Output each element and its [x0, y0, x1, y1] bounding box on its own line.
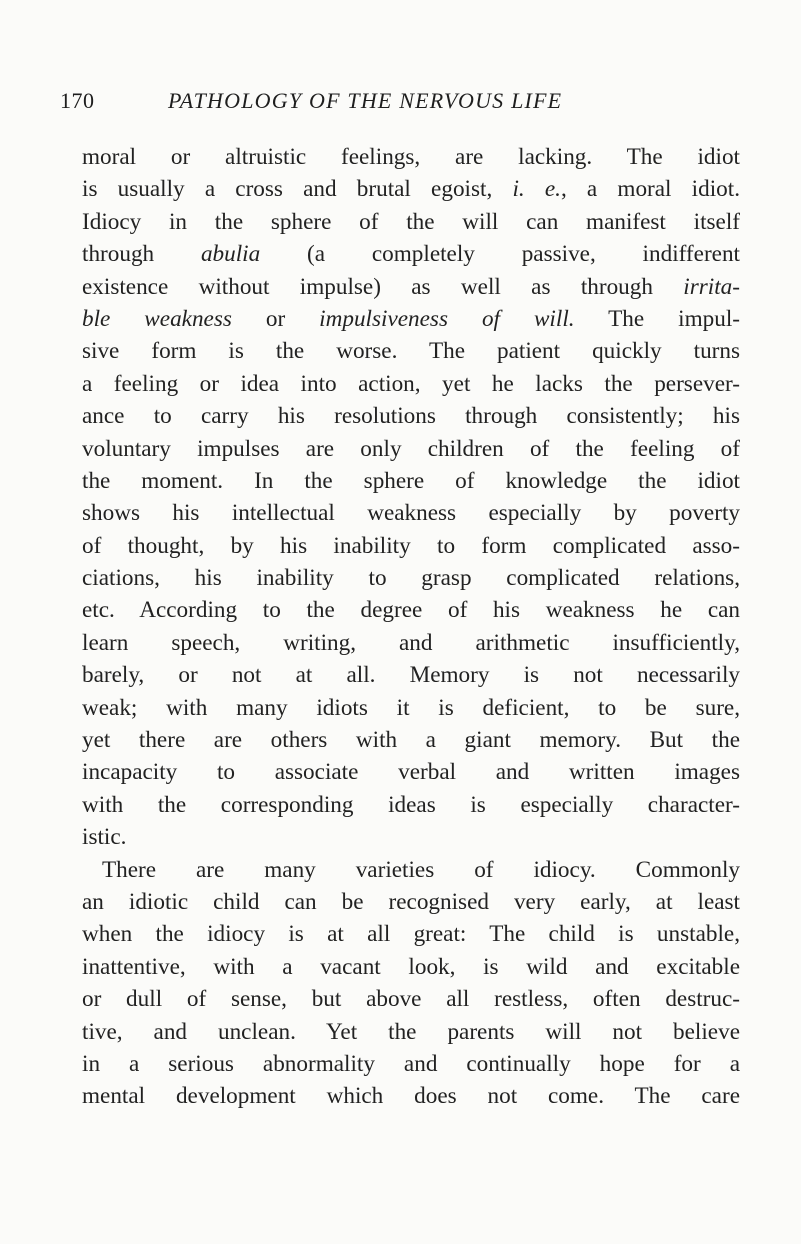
text-line — [82, 400, 740, 432]
text-segment: etc. According to the degree of his weakness he can — [82, 597, 740, 624]
page-header — [60, 88, 740, 122]
text-segment: inattentive, with a vacant look, is wild and excitable — [82, 953, 740, 980]
text-line — [82, 756, 740, 788]
text-line — [82, 724, 740, 756]
text-line — [82, 886, 740, 918]
text-line — [82, 271, 740, 303]
body-text — [82, 141, 740, 1113]
text-segment: learn speech, writing, and arithmetic insufficiently, — [82, 629, 740, 656]
running-head: PATHOLOGY OF THE NERVOUS LIFE — [168, 88, 563, 113]
italic-text: ble weakness — [82, 305, 232, 332]
text-segment: when the idiocy is at all great: The child is unstable, — [82, 921, 740, 948]
text-line — [82, 659, 740, 691]
text-segment: shows his intellectual weakness especially by poverty — [82, 500, 740, 527]
text-segment: moral or altruistic feelings, are lacking. The idiot — [82, 144, 740, 170]
text-segment: with the corresponding ideas is especially character- — [82, 791, 740, 818]
text-line — [82, 303, 740, 335]
text-segment: or dull of sense, but above all restless, often destruc- — [82, 986, 740, 1013]
text-segment: barely, or not at all. Memory is not necessarily — [82, 662, 740, 689]
text-line — [82, 627, 740, 659]
text-segment: in a serious abnormality and continually hope for a — [82, 1050, 740, 1077]
text-segment: voluntary impulses are only children of the feeling of — [82, 435, 740, 462]
text-line — [82, 497, 740, 529]
text-line — [82, 173, 740, 205]
text-segment: (a completely passive, indifferent — [260, 241, 740, 268]
italic-text: abulia — [200, 241, 261, 268]
text-segment: existence without impulse) as well as through — [82, 273, 684, 300]
text-segment: incapacity to associate verbal and written images — [82, 759, 740, 786]
text-line — [82, 530, 740, 562]
text-segment: of thought, by his inability to form complicated asso- — [82, 532, 740, 559]
text-line — [82, 789, 740, 821]
text-line — [82, 335, 740, 367]
text-segment: through — [82, 241, 201, 268]
text-line — [82, 594, 740, 626]
text-segment: istic. — [82, 824, 127, 851]
text-line — [82, 465, 740, 497]
text-segment: sive form is the worse. The patient quickly turns — [82, 338, 740, 365]
text-segment: or — [231, 305, 320, 332]
text-line — [82, 692, 740, 724]
text-line — [82, 433, 740, 465]
text-segment: Idiocy in the sphere of the will can manifest itself — [82, 208, 740, 235]
text-segment: There are many varieties of idiocy. Commonly — [102, 856, 740, 883]
text-line — [82, 951, 740, 983]
text-segment: is usually a cross and brutal egoist, — [82, 176, 513, 203]
italic-text: impulsiveness of will. — [319, 305, 575, 332]
text-segment: a feeling or idea into action, yet he lacks the persever- — [82, 370, 740, 397]
text-segment: tive, and unclean. Yet the parents will not believe — [82, 1018, 740, 1045]
page-number: 170 — [60, 88, 95, 113]
text-line — [82, 1048, 740, 1080]
italic-text: irrita- — [683, 273, 740, 300]
text-line — [82, 918, 740, 950]
text-line — [82, 141, 740, 173]
text-segment: ciations, his inability to grasp complicated relations, — [82, 565, 740, 592]
text-line — [82, 1080, 740, 1112]
text-segment: , a moral idiot. — [560, 176, 740, 203]
text-line — [82, 206, 740, 238]
text-segment: the moment. In the sphere of knowledge the idiot — [82, 467, 740, 494]
text-line — [82, 238, 740, 270]
text-segment: weak; with many idiots it is deficient, to be sure, — [82, 694, 740, 721]
text-line — [82, 854, 740, 886]
text-segment: mental development which does not come. The care — [82, 1083, 740, 1110]
text-line — [82, 1016, 740, 1048]
text-segment: yet there are others with a giant memory. But the — [82, 727, 740, 754]
text-line — [82, 821, 740, 853]
text-segment: an idiotic child can be recognised very early, at least — [82, 888, 740, 915]
text-line — [82, 562, 740, 594]
text-line — [82, 368, 740, 400]
italic-text: i. e. — [512, 176, 561, 203]
text-segment: ance to carry his resolutions through consistently; his — [82, 403, 740, 430]
text-segment: The impul- — [574, 305, 740, 332]
text-line — [82, 983, 740, 1015]
